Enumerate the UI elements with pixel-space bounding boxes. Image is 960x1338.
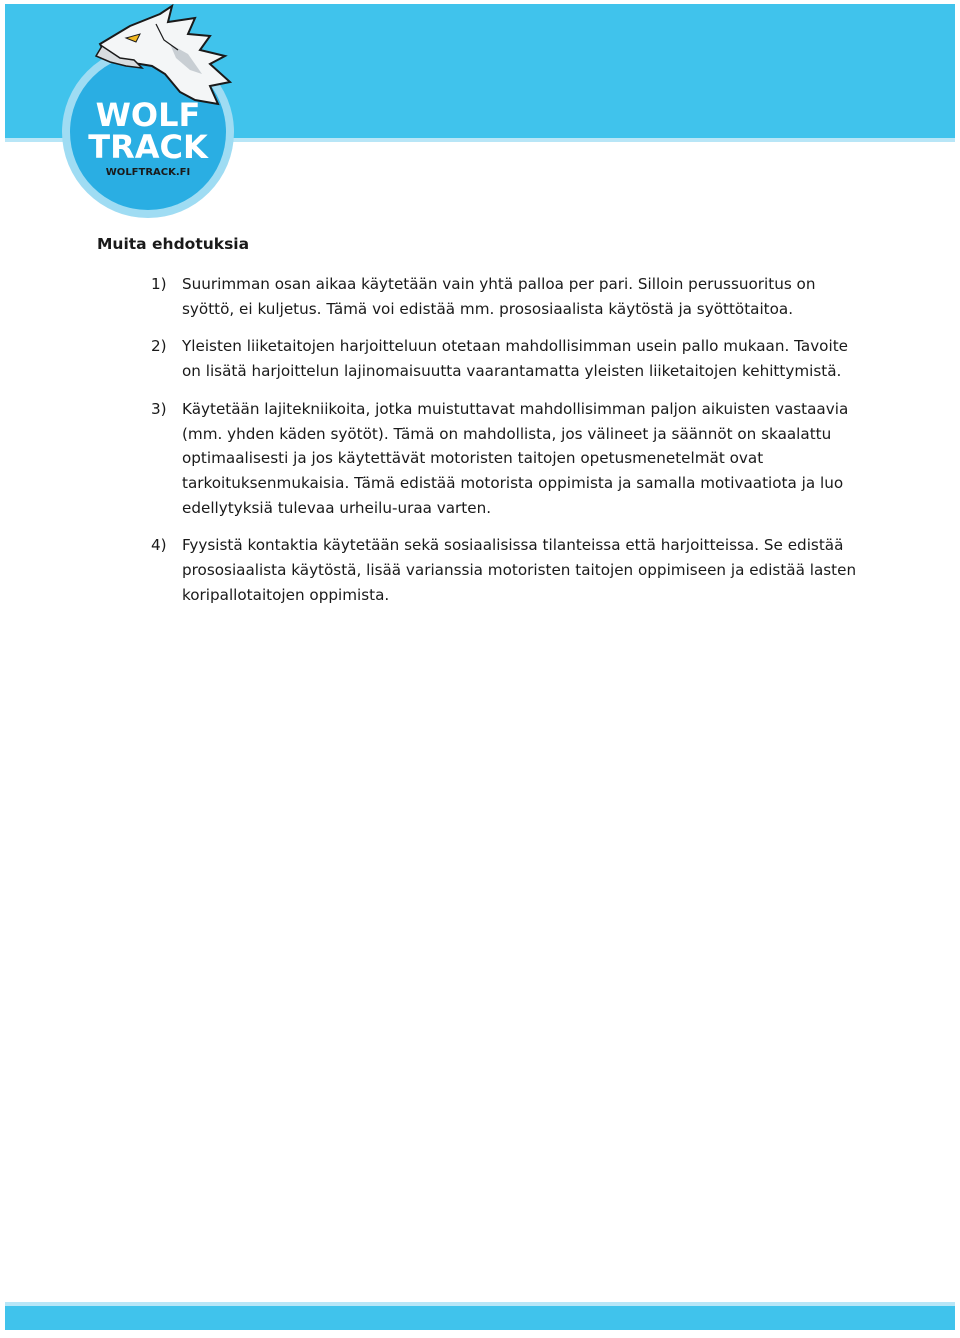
list-item (97, 334, 867, 383)
list-item (97, 272, 867, 321)
list-item-number: 2) (151, 337, 167, 356)
wolftrack-logo (60, 4, 240, 219)
logo-text-track: TRACK (88, 128, 208, 166)
list-item-number: 1) (151, 275, 167, 293)
suggestion-list (97, 272, 867, 607)
list-item (97, 397, 867, 521)
list-item-number: 4) (151, 536, 167, 555)
logo-text-wolf: WOLF (95, 96, 201, 134)
list-item-text: Fyysistä kontaktia käytetään sekä sosiaalisissa tilanteissa että harjoitteissa. Se edistää prososiaalista käytöstä, lisää varianssia motoristen taitojen oppimiseen ja edistää lasten koripallotaitojen oppimista. (182, 536, 857, 604)
section-heading: Muita ehdotuksia (97, 235, 250, 253)
logo-url: WOLFTRACK.FI (105, 167, 191, 178)
footer-band (5, 1306, 955, 1330)
list-item-text: Yleisten liiketaitojen harjoitteluun otetaan mahdollisimman usein pallo mukaan. Tavoite on lisätä harjoittelun lajinomaisuutta vaarantamatta yleisten liiketaitojen kehittymistä. (182, 337, 848, 381)
document-body (97, 232, 867, 620)
list-item (97, 533, 867, 607)
list-item-text: Suurimman osan aikaa käytetään vain yhtä palloa per pari. Silloin perussuoritus on syöttö, ei kuljetus. Tämä voi edistää mm. prososiaalista käytöstä ja syöttötaitoa. (182, 275, 816, 318)
list-item-number: 3) (151, 399, 167, 418)
list-item-text: Käytetään lajitekniikoita, jotka muistuttavat mahdollisimman paljon aikuisten vastaavia (mm. yhden käden syötöt). Tämä on mahdollista, jos välineet ja säännöt on skaalattu optimaalisesti ja jos käytettävät motoristen taitojen opetusmenetelmät ovat tarkoituksenmukaisia. Tämä edistää motorista oppimista ja samalla motivaatiota ja luo edellytyksiä tulevaa urheilu-uraa varten. (182, 399, 849, 517)
